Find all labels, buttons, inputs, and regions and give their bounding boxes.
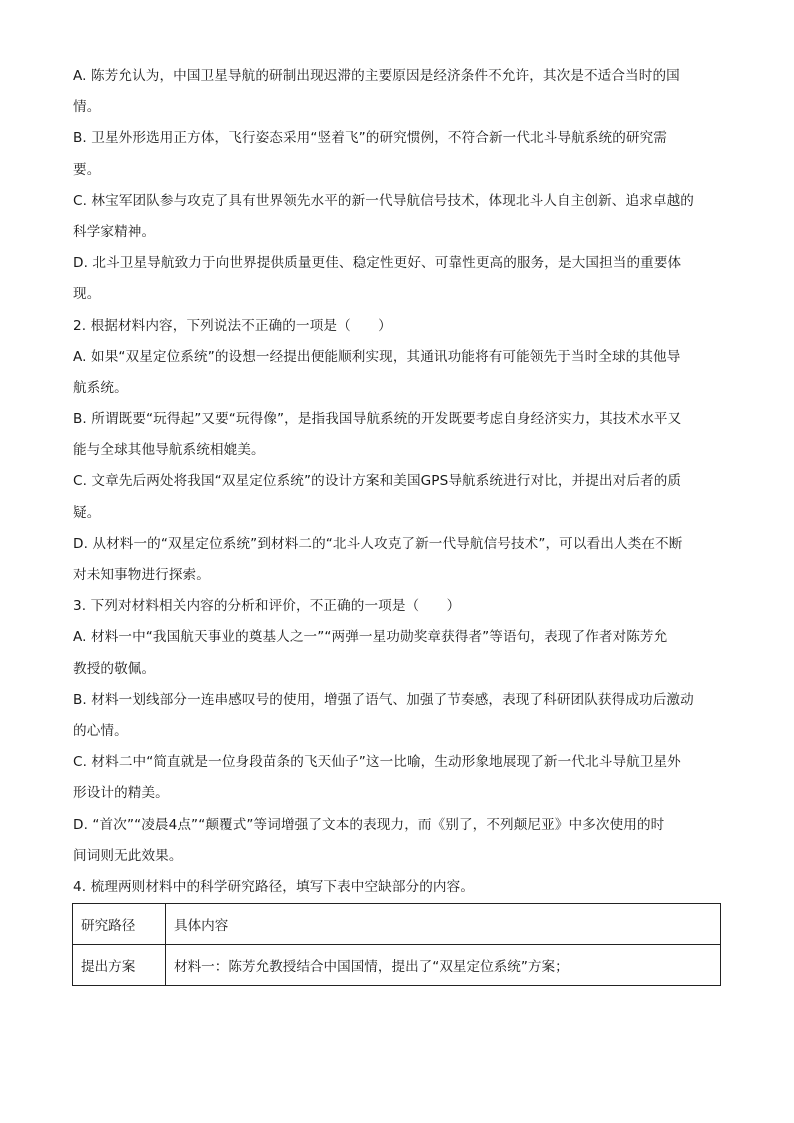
text-line: 形设计的精美。 [73,785,169,802]
text-line: D. “首次”“凌晨4点”“颠覆式”等词增强了文本的表现力，而《别了，不列颠尼亚》中多次使用的时 [73,816,665,833]
text-line: B. 所谓既要“玩得起”又要“玩得像”，是指我国导航系统的开发既要考虑自身经济实力，其技术水平又 [73,411,682,428]
text-line: C. 文章先后两处将我国“双星定位系统”的设计方案和美国GPS导航系统进行对比，并提出对后者的质 [73,473,682,490]
text-line: B. 卫星外形选用正方体，飞行姿态采用“竖着飞”的研究惯例，不符合新一代北斗导航系统的研究需 [73,130,667,147]
text-line: 4. 梳理两则材料中的科学研究路径，填写下表中空缺部分的内容。 [73,878,475,895]
text-line: 能与全球其他导航系统相媲美。 [73,442,265,459]
text-line: 教授的敬佩。 [73,660,156,677]
text-line: C. 林宝军团队参与攻克了具有世界领先水平的新一代导航信号技术，体现北斗人自主创新、追求卓越的 [73,192,694,209]
question-text [73,61,723,903]
text-line: 科学家精神。 [73,223,156,240]
text-line: 的心情。 [73,722,128,739]
text-line: B. 材料一划线部分一连串感叹号的使用，增强了语气、加强了节奏感，表现了科研团队获得成功后激动 [73,691,694,708]
text-line: 情。 [73,99,101,116]
text-line: C. 材料二中“简直就是一位身段苗条的飞天仙子”这一比喻，生动形象地展现了新一代北斗导航卫星外 [73,754,681,771]
text-line: 要。 [73,161,101,178]
table-cell: 提出方案 [73,945,166,986]
table-cell: 材料一：陈芳允教授结合中国国情，提出了“双星定位系统”方案； [166,945,721,986]
table-header-cell: 具体内容 [166,904,721,945]
text-line: D. 从材料一的“双星定位系统”到材料二的“北斗人攻克了新一代导航信号技术”，可以看出人类在不断 [73,535,683,552]
text-line: A. 材料一中“我国航天事业的奠基人之一”“两弹一星功勋奖章获得者”等语句，表现了作者对陈芳允 [73,629,668,646]
table-header-cell: 研究路径 [73,904,166,945]
text-line: 3. 下列对材料相关内容的分析和评价，不正确的一项是（ ） [73,598,461,615]
text-line: A. 陈芳允认为，中国卫星导航的研制出现迟滞的主要原因是经济条件不允许，其次是不适合当时的国 [73,68,680,84]
research-path-table [72,903,721,986]
text-line: 航系统。 [73,379,128,396]
text-line: 现。 [73,286,101,303]
table-row [73,945,721,986]
text-line: 对未知事物进行探索。 [73,567,210,583]
text-line: 疑。 [73,504,101,521]
text-line: 间词则无此效果。 [73,847,183,864]
text-line: D. 北斗卫星导航致力于向世界提供质量更佳、稳定性更好、可靠性更高的服务，是大国担当的重要体 [73,255,682,272]
text-line: A. 如果“双星定位系统”的设想一经提出便能顺利实现，其通讯功能将有可能领先于当时全球的其他导 [73,348,681,365]
table-header-row [73,904,721,945]
text-line: 2. 根据材料内容，下列说法不正确的一项是（ ） [73,317,392,334]
